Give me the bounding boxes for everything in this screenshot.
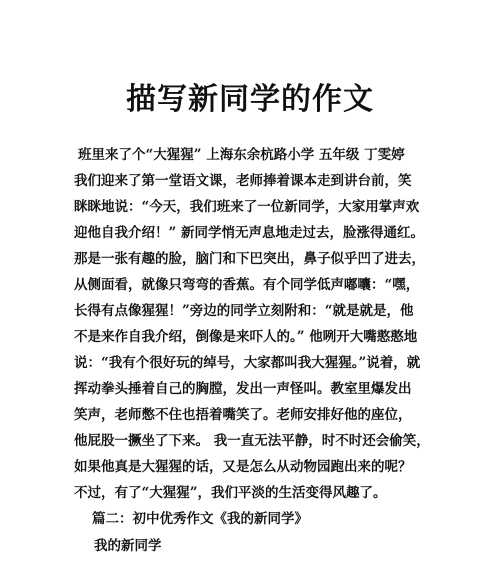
paragraph-line: 那是一张有趣的脸，脑门和下巴突出，鼻子似乎凹了进去， (74, 251, 425, 267)
paragraph-line: 他屁股一撅坐了下来。 我一直无法平静，时不时还会偷笑， (74, 433, 430, 449)
sub-heading: 我的新同学 (94, 538, 162, 554)
paragraph-line: 说：“我有个很好玩的绰号，大家都叫我大猩猩。”说着，就 (74, 355, 421, 371)
paragraph-line: 如果他真是大猩猩的话，又是怎么从动物园跑出来的呢？ (74, 459, 412, 475)
paragraph-line: 我们迎来了第一堂语文课，老师捧着课本走到讲台前，笑 (74, 173, 412, 189)
paragraph-line: 不是来作自我介绍，倒像是来吓人的。” 他咧开大嘴憨憨地 (74, 329, 418, 345)
paragraph-line: 长得有点像猩猩！”旁边的同学立刻附和：“就是就是，他 (74, 303, 414, 319)
paragraph-line: 挥动拳头捶着自己的胸膛，发出一声怪叫。教室里爆发出 (74, 381, 412, 397)
paragraph-line: 笑声，老师憋不住也捂着嘴笑了。老师安排好他的座位， (74, 407, 412, 423)
paragraph-line: 不过，有了“大猩猩”，我们平淡的生活变得风趣了。 (74, 485, 387, 501)
paragraph-line: 班里来了个“大猩猩” 上海东余杭路小学 五年级 丁雯婷 (78, 147, 405, 163)
document-title: 描写新同学的作文 (126, 82, 374, 117)
paragraph-line: 从侧面看，就像只弯弯的香蕉。有个同学低声嘟囔：“嘿， (74, 277, 420, 293)
paragraph-line: 迎他自我介绍！” 新同学悄无声息地走过去，脸涨得通红。 (74, 225, 424, 241)
section-heading: 篇二：初中优秀作文《我的新同学》 (92, 511, 308, 527)
paragraph-line: 眯眯地说：“今天，我们班来了一位新同学，大家用掌声欢 (74, 199, 420, 215)
